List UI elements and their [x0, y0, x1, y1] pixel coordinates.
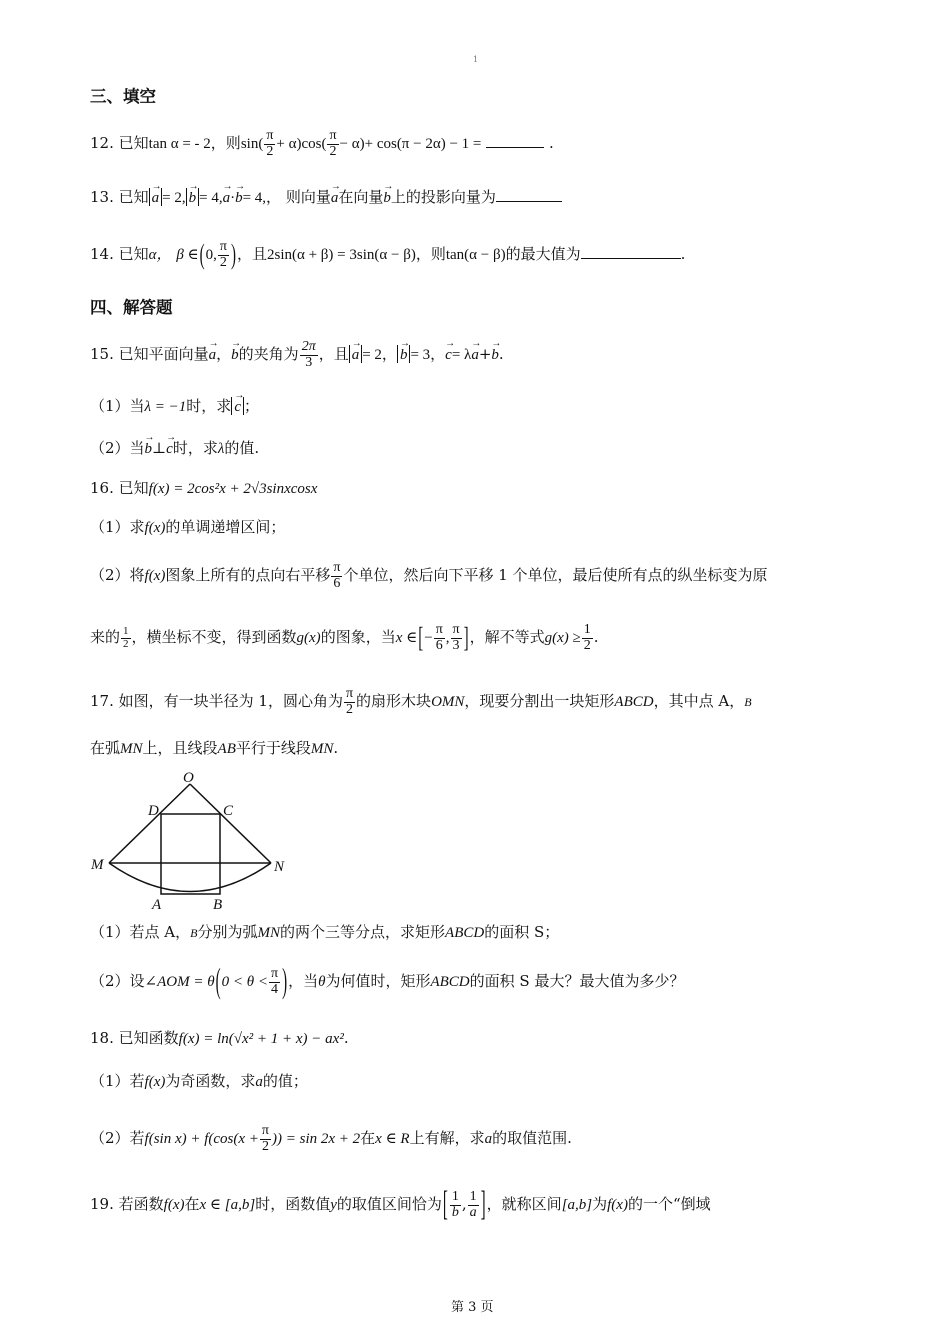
q15-2-text: 时，求 — [172, 439, 218, 457]
q16-num: 16. — [90, 479, 114, 497]
q13-cond: = 2, — [162, 190, 186, 206]
q17-2-abcd: ABCD — [430, 974, 470, 990]
q18-2-text2: 上有解，求 — [409, 1129, 485, 1147]
q17-text2: 的扇形木块 — [356, 692, 432, 710]
q15-2-cond: ⊥ — [152, 441, 167, 457]
q15-1-end: ； — [243, 397, 259, 415]
angle-fraction: $\frac{2\pi}{3}$ — [301, 338, 316, 370]
q18-1-expr: f(x) — [144, 1074, 166, 1090]
question-16-part-2: （2）将f(x)图象上所有的点向右平移 $\frac{\pi}{6}$ 个单位，然后向下平移 1 个单位，最后使所有点的纵坐标变为原 — [90, 559, 768, 591]
q13-cond3: = 4,， — [242, 190, 282, 206]
q15-1-cond: λ = −1 — [144, 399, 187, 415]
q16-2-line2d: ，解不等式 — [469, 628, 545, 646]
part-label: （1）当 — [90, 397, 145, 415]
q18-pre: 已知函数 — [118, 1029, 179, 1047]
q17-1-text3: 的面积 S； — [484, 923, 560, 941]
q16-pre: 已知 — [118, 479, 149, 497]
section-heading-fill: 三、填空 — [90, 87, 156, 106]
part-label: （1）若 — [90, 1072, 145, 1090]
label-n: N — [274, 859, 285, 875]
q18-2-expr: f(sin x) + f(cos(x + — [144, 1131, 259, 1147]
q15-eq2: = 3， — [410, 347, 446, 363]
q17-ab: AB — [217, 741, 236, 757]
q15-2-lambda: λ — [217, 441, 225, 457]
q19-num: 19. — [90, 1195, 114, 1213]
question-15-part-1: （1）当λ = −1时，求→ c ； — [90, 394, 259, 419]
q19-fx: f(x) — [163, 1197, 185, 1213]
q14-expr: tan(α − β) — [445, 247, 506, 263]
q19-text1: 在 — [184, 1195, 200, 1213]
page-mark: 1 — [473, 55, 479, 64]
page-footer: 第 3 页 — [451, 1300, 494, 1315]
q16-2-line2a: 来的 — [90, 628, 121, 646]
question-17-line2 — [90, 736, 338, 761]
q17-omn: OMN — [431, 694, 465, 710]
q16-2-line2b: ，横坐标不变，得到函数 — [131, 628, 297, 646]
question-17: 17. 如图，有一块半径为 1，圆心角为 $\frac{\pi}{2}$ 的扇形木块OMN，现要分割出一块矩形ABCD，其中点 A，B — [90, 685, 752, 717]
question-15-part-2: （2）当→ b⊥→ c时，求λ的值. — [90, 436, 259, 461]
question-19: 19. 若函数f(x)在x ∈ [a,b]时，函数值y的取值区间恰为[ $\frac{1}{b}$ , $\frac{1}{a}$ ]，就称区间[a,b]为f(x)的一个“倒域 — [90, 1187, 711, 1224]
q15-text2: ，且 — [318, 345, 349, 363]
vector-a: → a — [209, 335, 217, 375]
part-label: （2）设 — [90, 972, 145, 990]
q15-num: 15. — [90, 345, 114, 363]
q12-mid: ，则 — [210, 134, 241, 152]
label-c: C — [223, 803, 234, 819]
q15-1-text: 时，求 — [186, 397, 232, 415]
vector-b: → b — [231, 335, 239, 375]
vector-b: → b — [383, 185, 391, 211]
q19-text4: ，就称区间 — [486, 1195, 562, 1213]
q17-text1: 如图，有一块半径为 1，圆心角为 — [118, 692, 343, 710]
q17-text4: ，其中点 A， — [653, 692, 745, 710]
q16-expr: f(x) = 2cos²x + 2√3sinxcosx — [148, 481, 318, 497]
q14-text3: 的最大值为 — [505, 245, 581, 263]
q18-1-a: a — [255, 1074, 263, 1090]
question-18-part-1 — [90, 1069, 308, 1094]
question-17-part-2: （2）设∠AOM = θ(0 < θ < $\frac{\pi}{4}$ )，当θ为何值时，矩形ABCD的面积 S 最大？最大值为多少？ — [90, 964, 685, 1001]
q16-2-text2: 个单位，然后向下平移 1 个单位，最后使所有点的纵坐标变为原 — [343, 566, 768, 584]
q17-1-b: B — [190, 926, 198, 940]
q16-1-expr: f(x) — [144, 520, 166, 536]
q17-line2b: 上，且线段 — [142, 739, 218, 757]
q17-2-range: 0 < θ < — [221, 974, 268, 990]
q15-eq1: = 2， — [362, 347, 397, 363]
q17-mn2: MN — [310, 741, 334, 757]
q16-2-end: . — [593, 628, 599, 646]
question-16-part-2-line2: 来的 $\frac{1}{2}$ ，横坐标不变，得到函数g(x)的图象，当x ∈[− $\frac{\pi}{6}$ , $\frac{\pi}{3}$ ]，解不等式g(x) ≥ $\frac{1}{2}$ . — [90, 621, 599, 654]
q12-num: 12. — [90, 134, 114, 152]
dot-product: → a·→ b — [223, 190, 243, 206]
q13-num: 13. — [90, 188, 114, 206]
question-14 — [90, 232, 685, 278]
q13-text2: 在向量 — [338, 188, 384, 206]
q16-2-gx: g(x) — [296, 630, 321, 646]
q15-end: . — [498, 345, 504, 363]
q19-text6: 的一个“倒域 — [627, 1195, 711, 1213]
q18-2-xr: x ∈ R — [375, 1131, 410, 1147]
q19-text3: 的取值区间恰为 — [336, 1195, 442, 1213]
q19-xin: x ∈ [a,b] — [199, 1197, 256, 1213]
q14-text2: ，则 — [415, 245, 446, 263]
q14-end: . — [680, 245, 686, 263]
q16-2-xin: x ∈ — [395, 630, 418, 646]
question-16 — [90, 476, 317, 501]
label-o: O — [183, 770, 194, 786]
q17-1-text2: 的两个三等分点，求矩形 — [280, 923, 446, 941]
q18-1-text: 为奇函数，求 — [165, 1072, 256, 1090]
part-label: （1）求 — [90, 518, 145, 536]
label-d: D — [148, 803, 159, 819]
q19-text5: 为 — [592, 1195, 608, 1213]
q14-text1: ，且 — [236, 245, 267, 263]
q16-2-text1: 图象上所有的点向右平移 — [165, 566, 331, 584]
label-b: B — [213, 897, 223, 913]
q14-eq: 2sin(α + β) = 3sin(α − β) — [266, 247, 416, 263]
q19-ab: [a,b] — [561, 1197, 593, 1213]
q18-1-end: 的值； — [262, 1072, 308, 1090]
edge-om — [109, 784, 190, 863]
part-label: （2）将 — [90, 566, 145, 584]
arc-mn — [109, 863, 271, 892]
q13-cond2: = 4, — [199, 190, 223, 206]
q18-expr: f(x) = ln(√x² + 1 + x) − ax² — [178, 1031, 344, 1047]
question-12 — [90, 124, 554, 163]
q14-beta: β ∈ — [176, 247, 199, 263]
part-label: （1）若点 A， — [90, 923, 191, 941]
q18-2-a: a — [484, 1131, 493, 1147]
question-18 — [90, 1026, 349, 1051]
rectangle-abcd — [161, 814, 220, 894]
section-heading-solve: 四、解答题 — [90, 298, 173, 317]
q13-text3: 上的投影向量为 — [390, 188, 496, 206]
q16-2-expr: f(x) — [144, 568, 166, 584]
q14-num: 14. — [90, 245, 114, 263]
q17-2-angle: ∠AOM = θ — [144, 974, 215, 990]
q15-pre: 已知平面向量 — [118, 345, 209, 363]
q14-alpha: α， — [148, 247, 172, 263]
vector-a-norm: → a — [149, 188, 163, 206]
q12-expr: sin( $\frac{\pi}{2}$ + α)cos( $\frac{\pi}{2}$ − α) — [240, 128, 365, 160]
q17-num: 17. — [90, 692, 114, 710]
q13-text: 则向量 — [285, 188, 331, 206]
q17-abcd: ABCD — [614, 694, 654, 710]
q15-eq3: = λ — [451, 347, 472, 363]
label-m: M — [91, 857, 104, 873]
answer-blank[interactable] — [496, 187, 562, 202]
q17-2-theta: θ — [318, 974, 326, 990]
sector-figure — [85, 765, 295, 915]
vector-a: → a — [331, 185, 339, 211]
label-a: A — [152, 897, 162, 913]
vector-b-norm: → b — [186, 188, 200, 206]
q17-2-text2: 为何值时，矩形 — [325, 972, 431, 990]
q17-b: B — [744, 695, 752, 709]
q17-1-abcd: ABCD — [445, 925, 485, 941]
q17-end: . — [333, 739, 339, 757]
q13-pre: 已知 — [118, 188, 149, 206]
q18-2-text1: 在 — [360, 1129, 376, 1147]
q19-y: y — [330, 1197, 337, 1213]
q17-1-text1: 分别为弧 — [197, 923, 258, 941]
q17-1-mn: MN — [257, 925, 281, 941]
q12-cond: tan α = - 2 — [148, 136, 211, 152]
q19-pre: 若函数 — [118, 1195, 164, 1213]
q14-interval: (0, $\frac{\pi}{2}$ ) — [199, 239, 236, 271]
answer-blank[interactable] — [581, 244, 681, 259]
q15-text1: 的夹角为 — [238, 345, 299, 363]
q19-fx2: f(x) — [607, 1197, 628, 1213]
q17-line2c: 平行于线段 — [235, 739, 311, 757]
q19-text2: 时，函数值 — [255, 1195, 331, 1213]
q12-pre: 已知 — [118, 134, 149, 152]
q16-1-text: 的单调递增区间； — [165, 518, 286, 536]
q17-text3: ，现要分割出一块矩形 — [464, 692, 615, 710]
edge-on — [190, 784, 271, 863]
part-label: （2）当 — [90, 439, 145, 457]
part-label: （2）若 — [90, 1129, 145, 1147]
q14-pre: 已知 — [118, 245, 149, 263]
question-13 — [90, 184, 562, 211]
q18-2-end: 的取值范围. — [492, 1129, 572, 1147]
question-18-part-2: （2）若f(sin x) + f(cos(x + $\frac{\pi}{2}$ )) = sin 2x + 2在x ∈ R上有解，求a的取值范围. — [90, 1122, 572, 1154]
q15-2-end: 的值. — [224, 439, 260, 457]
q18-end: . — [343, 1029, 349, 1047]
q16-2-ineq: g(x) ≥ — [544, 630, 581, 646]
answer-blank[interactable] — [486, 133, 544, 148]
question-15: 15. 已知平面向量→ a，→ b的夹角为 $\frac{2\pi}{3}$ ，且→ a = 2，→ b = 3，→ c= λ→ a+→ b. — [90, 334, 504, 375]
question-16-part-1 — [90, 515, 285, 540]
q17-2-text3: 的面积 S 最大？最大值为多少？ — [469, 972, 685, 990]
q17-2-text1: ，当 — [288, 972, 319, 990]
vector-c: → c — [445, 335, 452, 375]
q12-end: . — [548, 134, 554, 152]
q17-mn: MN — [120, 741, 143, 757]
q17-line2a: 在弧 — [90, 739, 121, 757]
q12-expr-end: + cos(π − 2α) − 1 = — [364, 136, 482, 152]
q18-num: 18. — [90, 1029, 114, 1047]
question-17-part-1 — [90, 920, 559, 945]
q18-2-expr-end: )) = sin 2x + 2 — [272, 1131, 361, 1147]
q16-2-line2c: 的图象，当 — [320, 628, 396, 646]
